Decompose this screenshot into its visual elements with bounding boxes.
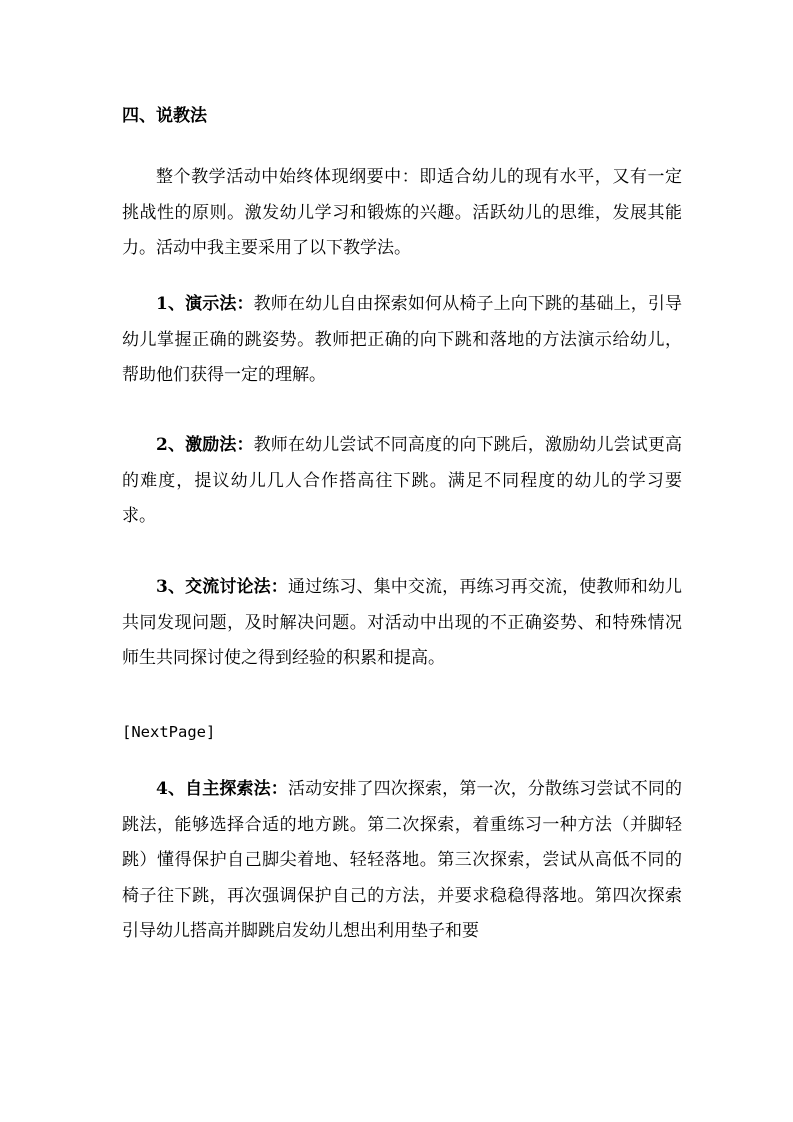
method-paragraph-demonstration <box>122 287 682 394</box>
intro-paragraph: 整个教学活动中始终体现纲要中：即适合幼儿的现有水平，又有一定挑战性的原则。激发幼儿学习和锻炼的兴趣。活跃幼儿的思维，发展其能力。活动中我主要采用了以下教学法。 <box>122 167 682 258</box>
method-label: 2、激励法： <box>156 435 254 455</box>
section-heading: 四、说教法 <box>122 106 207 126</box>
method-paragraph-self-exploration <box>122 772 682 950</box>
method-label: 1、演示法： <box>156 294 254 314</box>
method-paragraph-encouragement <box>122 428 682 535</box>
method-text: 活动安排了四次探索，第一次，分散练习尝试不同的跳法，能够选择合适的地方跳。第二次探索，着重练习一种方法（并脚轻跳）懂得保护自己脚尖着地、轻轻落地。第三次探索，尝试从高低不同的椅子往下跳，再次强调保护自己的方法，并要求稳稳得落地。第四次探索引导幼儿搭高并脚跳启发幼儿想出利用垫子和要 <box>122 779 682 941</box>
method-text: 教师在幼儿自由探索如何从椅子上向下跳的基础上，引导幼儿掌握正确的跳姿势。教师把正确的向下跳和落地的方法演示给幼儿，帮助他们获得一定的理解。 <box>122 294 682 385</box>
method-label: 4、自主探索法： <box>156 779 288 799</box>
method-label: 3、交流讨论法： <box>156 577 288 597</box>
method-text: 通过练习、集中交流，再练习再交流，使教师和幼儿共同发现问题，及时解决问题。对活动中出现的不正确姿势、和特殊情况师生共同探讨使之得到经验的积累和提高。 <box>122 577 682 668</box>
page-break-marker: [NextPage] <box>122 723 216 741</box>
method-text: 教师在幼儿尝试不同高度的向下跳后，激励幼儿尝试更高的难度，提议幼儿几人合作搭高往下跳。满足不同程度的幼儿的学习要求。 <box>122 435 682 526</box>
method-paragraph-discussion <box>122 570 682 677</box>
